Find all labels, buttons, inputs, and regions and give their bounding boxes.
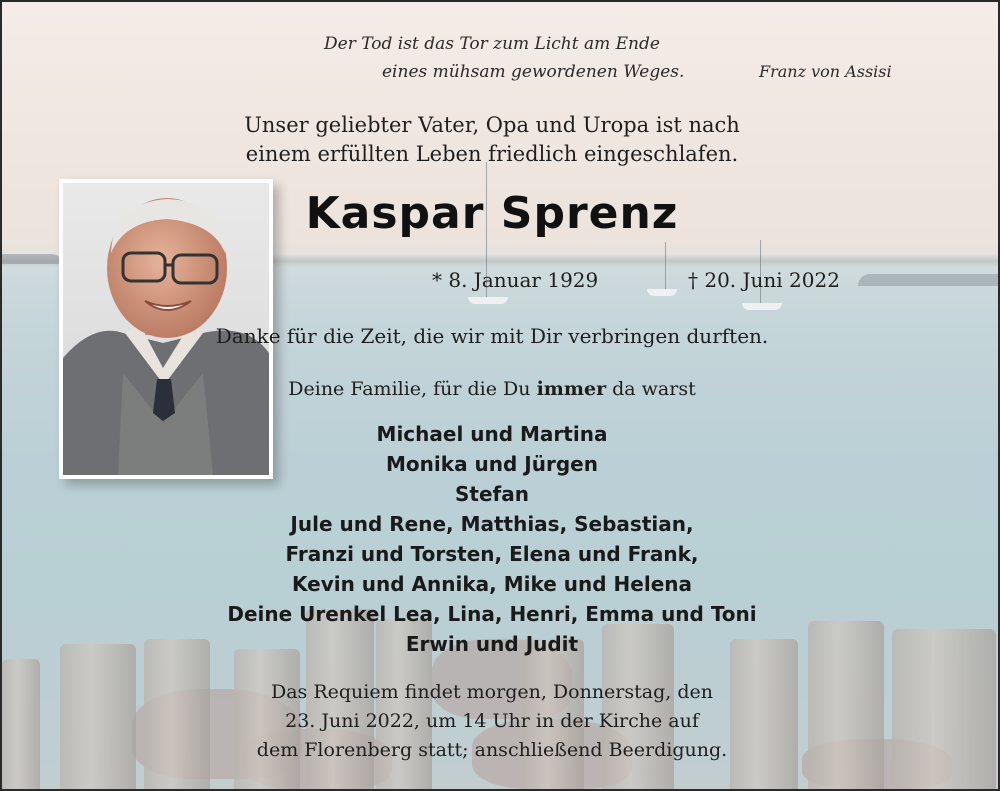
shore-left [2, 254, 62, 264]
shore-right [858, 274, 998, 286]
family-member-line: Michael und Martina [376, 422, 608, 446]
intro-line: Unser geliebter Vater, Opa und Uropa ist nach [244, 113, 740, 137]
thanks-text: Danke für die Zeit, die wir mit Dir verbringen durften. [215, 324, 769, 348]
family-member-line: Stefan [455, 482, 529, 506]
family-member-line: Monika und Jürgen [386, 452, 598, 476]
family-intro-emphasis: immer [536, 378, 607, 400]
quote-line: Der Tod ist das Tor zum Licht am Ende [324, 34, 660, 54]
intro-line: einem erfüllten Leben friedlich eingeschlafen. [245, 142, 739, 166]
death-date: † 20. Juni 2022 [688, 268, 840, 292]
family-intro [142, 378, 842, 400]
requiem-line: 23. Juni 2022, um 14 Uhr in der Kirche auf [285, 710, 699, 732]
requiem-line: Das Requiem findet morgen, Donnerstag, den [270, 681, 713, 703]
family-member-line: Erwin und Judit [405, 632, 579, 656]
birth-date: * 8. Januar 1929 [432, 268, 599, 292]
family-intro-after: da warst [606, 378, 696, 400]
quote-line: eines mühsam gewordenen Weges. [382, 62, 685, 82]
family-member-line: Kevin und Annika, Mike und Helena [292, 572, 692, 596]
sailboat [647, 242, 687, 296]
family-intro-before: Deine Familie, für die Du [288, 378, 537, 400]
requiem-line: dem Florenberg statt; anschließend Beerdigung. [256, 739, 728, 761]
family-member-line: Jule und Rene, Matthias, Sebastian, [290, 512, 694, 536]
family-member-line: Franzi und Torsten, Elena und Frank, [285, 542, 699, 566]
deceased-name: Kaspar Sprenz [305, 188, 679, 239]
quote-author: Franz von Assisi [759, 62, 892, 81]
family-member-line: Deine Urenkel Lea, Lina, Henri, Emma und Toni [227, 602, 757, 626]
